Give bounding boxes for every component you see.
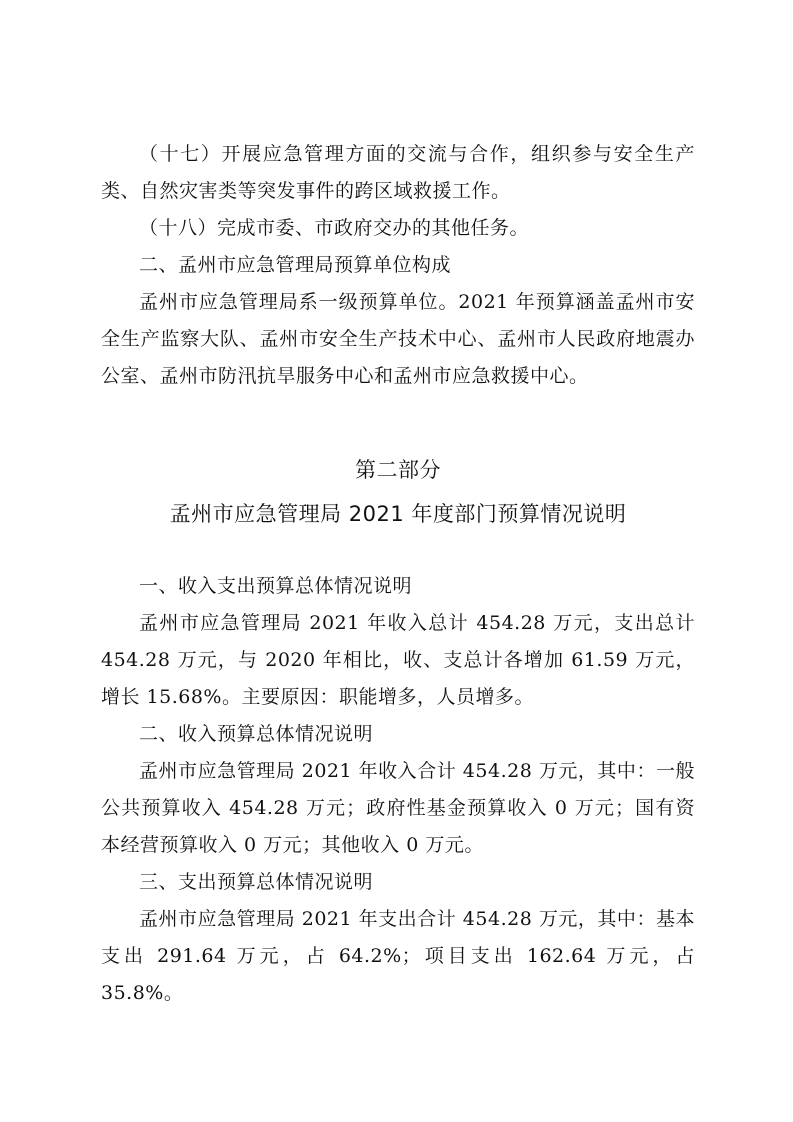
part-title: 孟州市应急管理局 2021 年度部门预算情况说明 (169, 502, 627, 526)
heading-budget-units: 二、孟州市应急管理局预算单位构成 (139, 254, 452, 276)
part-label: 第二部分 (355, 458, 441, 482)
paragraph-expense-budget: 孟州市应急管理局 2021 年支出合计 454.28 万元，其中：基本支出 291.64 万元，占 64.2%；项目支出 162.64 万元，占 35.8%。 (101, 908, 695, 1004)
paragraph-overall-budget: 孟州市应急管理局 2021 年收入总计 454.28 万元，支出总计 454.28 万元，与 2020 年相比，收、支总计各增加 61.59 万元，增长 15.68%。主要原因：职能增多，人员增多。 (101, 612, 695, 708)
heading-income-budget: 二、收入预算总体情况说明 (139, 723, 374, 745)
part-two-header (101, 448, 695, 536)
part-two-body (101, 568, 695, 1012)
section-one (101, 136, 695, 395)
paragraph-income-budget: 孟州市应急管理局 2021 年收入合计 454.28 万元，其中：一般公共预算收入 454.28 万元；政府性基金预算收入 0 万元；国有资本经营预算收入 0 万元；其他收入 0 万元。 (101, 760, 695, 856)
heading-overall-budget: 一、收入支出预算总体情况说明 (139, 575, 413, 597)
paragraph-item-17: （十七）开展应急管理方面的交流与合作，组织参与安全生产类、自然灾害类等突发事件的跨区域救援工作。 (101, 143, 695, 202)
heading-expense-budget: 三、支出预算总体情况说明 (139, 871, 374, 893)
paragraph-item-18: （十八）完成市委、市政府交办的其他任务。 (139, 217, 530, 239)
paragraph-budget-units: 孟州市应急管理局系一级预算单位。2021 年预算涵盖孟州市安全生产监察大队、孟州市安全生产技术中心、孟州市人民政府地震办公室、孟州市防汛抗旱服务中心和孟州市应急救援中心。 (101, 291, 695, 387)
